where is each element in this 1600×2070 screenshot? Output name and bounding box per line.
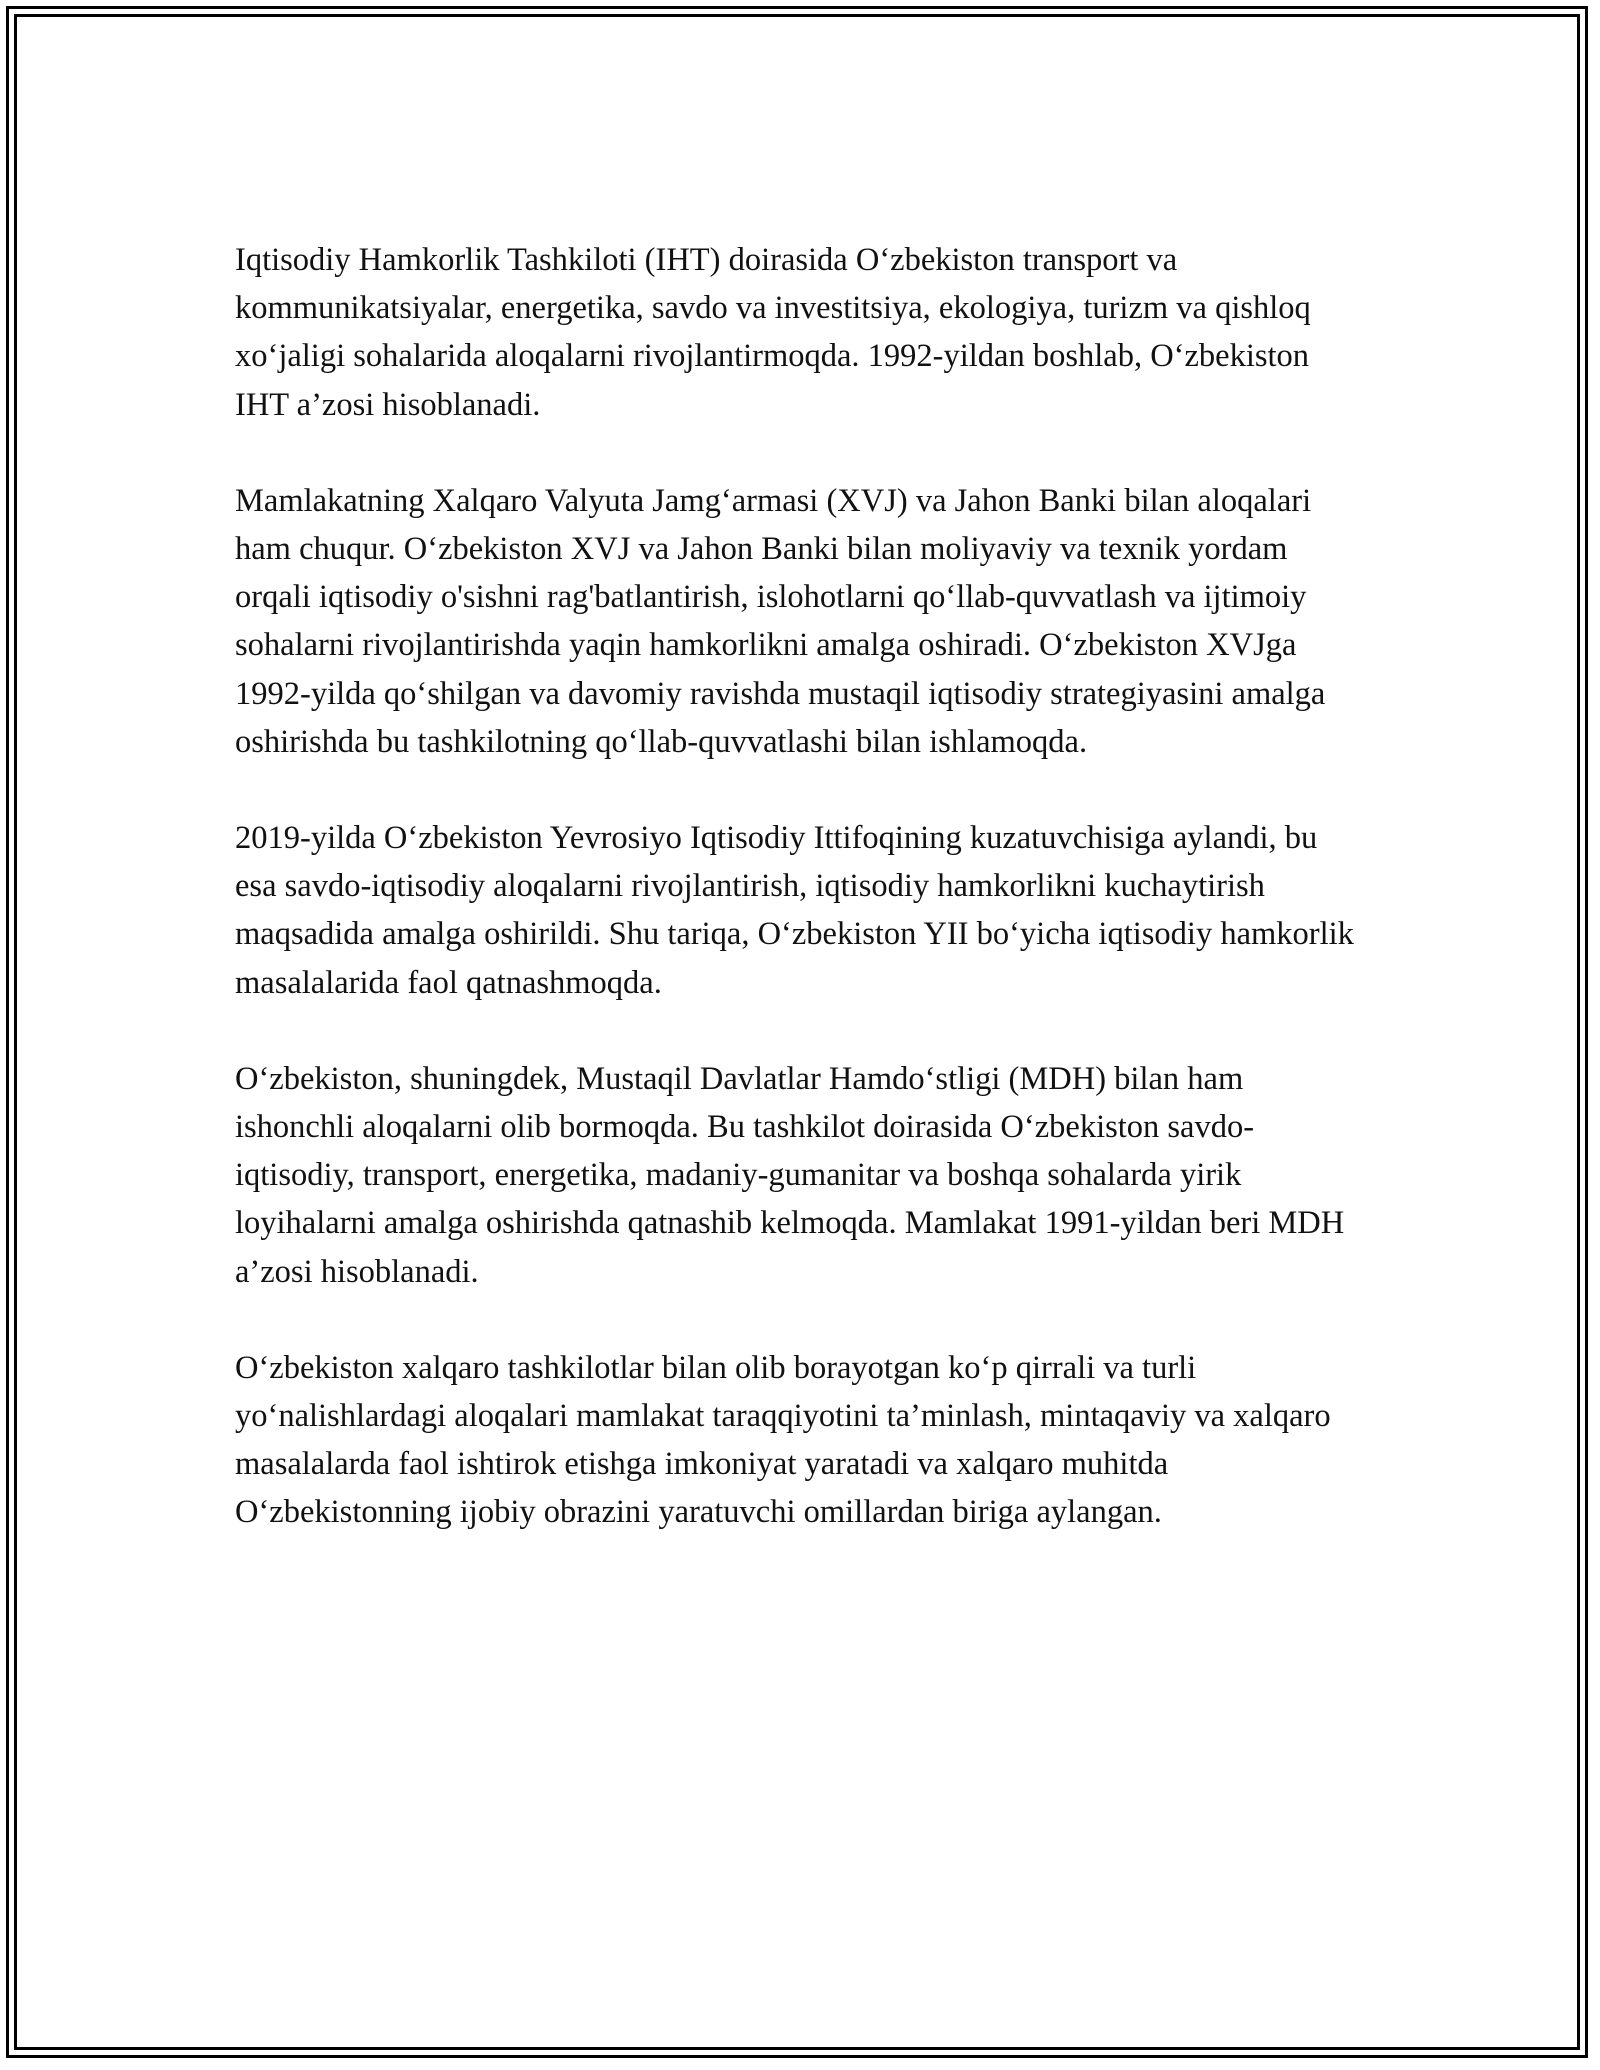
paragraph-imf-world-bank: Mamlakatning Xalqaro Valyuta Jamg‘armasi (XVJ) va Jahon Banki bilan aloqalari ham chuqur. O‘zbekiston XVJ va Jahon Banki bilan moliyaviy va texnik yordam orqali iqtisodiy o'sishni rag'batlantirish, islohotlarni qo‘llab-quvvatlash va ijtimoiy sohalarni rivojlantirishda yaqin hamkorlikni amalga oshiradi. O‘zbekiston XVJga 1992-yilda qo‘shilgan va davomiy ravishda mustaqil iqtisodiy strategiyasini amalga oshirishda bu tashkilotning qo‘llab-quvvatlashi bilan ishlamoqda. [235, 482, 1326, 760]
paragraph-conclusion: O‘zbekiston xalqaro tashkilotlar bilan olib borayotgan ko‘p qirrali va turli yo‘nalishlardagi aloqalari mamlakat taraqqiyotini ta’minlash, mintaqaviy va xalqaro masalalarda faol ishtirok etishga imkoniyat yaratadi va xalqaro muhitda O‘zbekistonning ijobiy obrazini yaratuvchi omillardan biriga aylangan. [235, 1349, 1331, 1531]
paragraph-cis: O‘zbekiston, shuningdek, Mustaqil Davlatlar Hamdo‘stligi (MDH) bilan ham ishonchli aloqalarni olib bormoqda. Bu tashkilot doirasida O‘zbekiston savdo-iqtisodiy, transport, energetika, madaniy-gumanitar va boshqa sohalarda yirik loyihalarni amalga oshirishda qatnashib kelmoqda. Mamlakat 1991-yildan beri MDH a’zosi hisoblanadi. [235, 1060, 1345, 1290]
paragraph-iht: Iqtisodiy Hamkorlik Tashkiloti (IHT) doirasida O‘zbekiston transport va kommunikatsiyalar, energetika, savdo va investitsiya, ekologiya, turizm va qishloq xo‘jaligi sohalarida aloqalarni rivojlantirmoqda. 1992-yildan boshlab, O‘zbekiston IHT a’zosi hisoblanadi. [235, 242, 1311, 423]
paragraph-eaeu: 2019-yilda O‘zbekiston Yevrosiyo Iqtisodiy Ittifoqining kuzatuvchisiga aylandi, bu esa savdo-iqtisodiy aloqalarni rivojlantirish, iqtisodiy hamkorlikni kuchaytirish maqsadida amalga oshirildi. Shu tariqa, O‘zbekiston YII bo‘yicha iqtisodiy hamkorlik masalalarida faol qatnashmoqda. [235, 820, 1354, 1001]
document-body [235, 236, 1365, 1585]
